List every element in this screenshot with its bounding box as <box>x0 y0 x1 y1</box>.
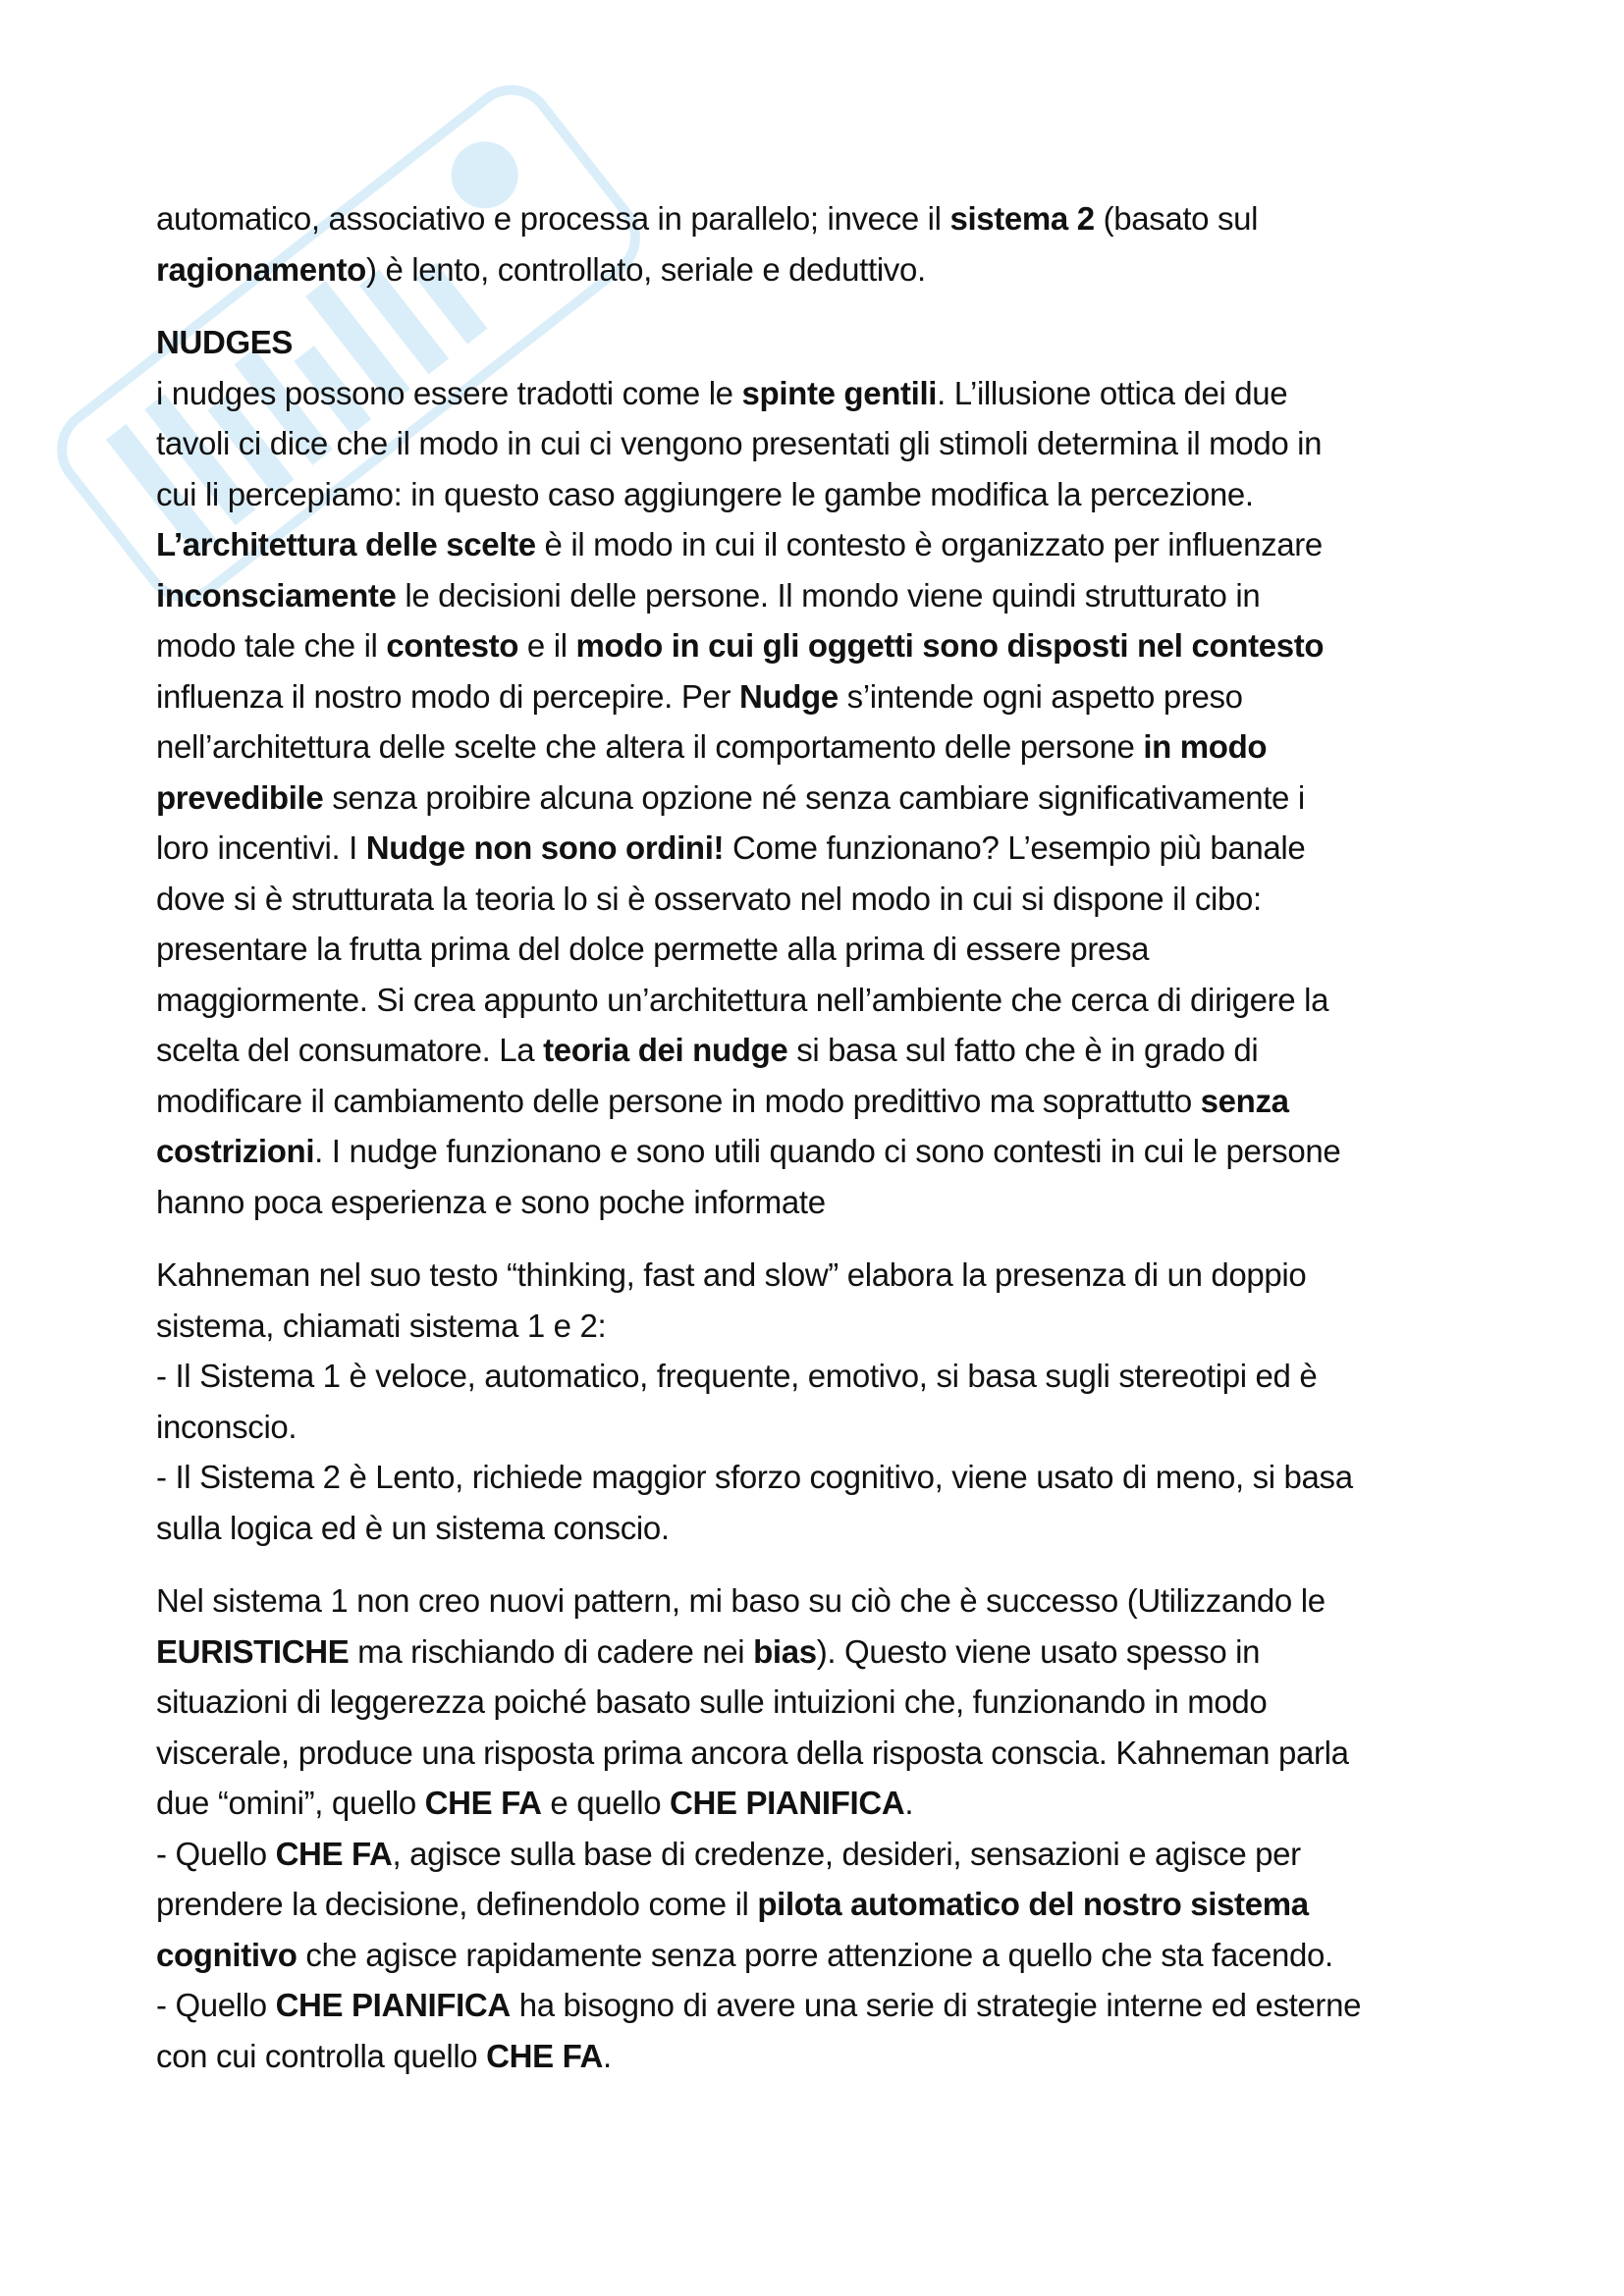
text-run: (basato sul <box>1103 200 1259 237</box>
bold-text: EURISTICHE <box>156 1632 350 1670</box>
text-run: Nel sistema 1 non creo nuovi pattern, mi baso su ciò che è successo (Utilizzando le <box>156 1582 1326 1619</box>
paragraph <box>156 193 1501 294</box>
text-run: , agisce sulla base di credenze, desideri, sensazioni e agisce per prendere la decisione, definendolo come il <box>156 1835 1301 1922</box>
text-run: e quello <box>541 1785 671 1821</box>
text-run: Come funzionano? L’esempio più banale dove si è strutturata la teoria lo si è osservato nel modo in cui si dispone il cibo: presentare la frutta prima del dolce permette alla prima di essere presa maggiormente. Si crea appunto un’architettura nell’ambiente che cerca di dirigere la scelta del consumatore. La <box>156 829 1329 1068</box>
bold-text: Nudge non sono ordini! <box>365 829 725 866</box>
text-run: ). Questo viene usato spesso in situazioni di leggerezza poiché basato sulle intuizioni che, funzionando in modo viscerale, produce una risposta prima ancora della risposta conscia. Kahneman parla due “omini”, quello <box>156 1632 1349 1821</box>
bold-text: modo in cui gli oggetti sono disposti nel contesto <box>575 627 1325 664</box>
paragraph <box>156 1250 1501 1553</box>
bold-text: Nudge <box>738 677 839 715</box>
bold-text: CHE FA <box>486 2037 604 2074</box>
text-run: si basa sul fatto che è in grado di modificare il cambiamento delle persone in modo predittivo ma soprattutto <box>156 1032 1259 1119</box>
bold-text: senza costrizioni <box>156 1082 1289 1169</box>
text-run: i nudges possono essere tradotti come le <box>156 374 733 411</box>
bold-text: ragionamento <box>156 250 366 288</box>
document-body <box>156 193 1501 2104</box>
text-run: e il <box>518 627 576 664</box>
bold-text: teoria dei nudge <box>543 1032 788 1068</box>
text-run: è il modo in cui il contesto è organizzato per influenzare <box>544 526 1323 562</box>
text-run: . I nudge funzionano e sono utili quando ci sono contesti in cui le persone hanno poca esperienza e sono poche informate <box>156 1133 1341 1220</box>
bold-text: bias <box>753 1632 817 1670</box>
text-run: influenza il nostro modo di percepire. Per <box>156 677 731 715</box>
text-run: . - Quello <box>156 1785 914 1872</box>
bold-text: in modo prevedibile <box>156 728 1268 816</box>
text-run: senza proibire alcuna opzione né senza cambiare significativamente i loro incentivi. I <box>156 778 1305 866</box>
text-run: le decisioni delle persone. Il mondo viene quindi strutturato in modo tale che il <box>156 576 1261 664</box>
text-run: che agisce rapidamente senza porre attenzione a quello che sta facendo. - Quello <box>156 1936 1333 2023</box>
text-run: ) è lento, controllato, seriale e deduttivo. <box>366 250 926 288</box>
bold-text: NUDGES <box>156 324 294 360</box>
paragraph <box>156 1575 1501 2081</box>
bold-text: contesto <box>386 627 519 664</box>
bold-text: inconsciamente <box>156 576 397 614</box>
bold-text: CHE FA <box>424 1785 542 1821</box>
bold-text: CHE PIANIFICA <box>275 1987 511 2023</box>
paragraph <box>156 317 1501 1227</box>
text-run: Kahneman nel suo testo “thinking, fast and slow” elabora la presenza di un doppio sistema, chiamati sistema 1 e 2: - Il Sistema 1 è veloce, automatico, frequente, emotivo, si basa sugli stereotipi ed è inconscio. - Il Sistema 2 è Lento, richiede maggior sforzo cognitivo, viene usato di meno, si basa sulla logica ed è un sistema conscio. <box>156 1256 1353 1546</box>
text-run: . L’illusione ottica dei due tavoli ci dice che il modo in cui ci vengono presentati gli stimoli determina il modo in cui li percepiamo: in questo caso aggiungere le gambe modifica la percezione. <box>156 374 1323 512</box>
bold-text: sistema 2 <box>949 200 1095 237</box>
bold-text: CHE PIANIFICA <box>670 1785 905 1821</box>
bold-text: pilota automatico del nostro sistema cognitivo <box>156 1886 1309 1973</box>
text-run: s’intende ogni aspetto preso nell’architettura delle scelte che altera il comportamento delle persone <box>156 677 1243 765</box>
text-run: automatico, associativo e processa in parallelo; invece il <box>156 200 950 237</box>
bold-text: CHE FA <box>275 1835 393 1872</box>
text-run: . <box>603 2037 612 2074</box>
text-run: ha bisogno di avere una serie di strategie interne ed esterne con cui controlla quello <box>156 1987 1362 2074</box>
bold-text: L’architettura delle scelte <box>156 526 536 562</box>
text-run: ma rischiando di cadere nei <box>349 1632 754 1670</box>
bold-text: spinte gentili <box>741 374 938 411</box>
